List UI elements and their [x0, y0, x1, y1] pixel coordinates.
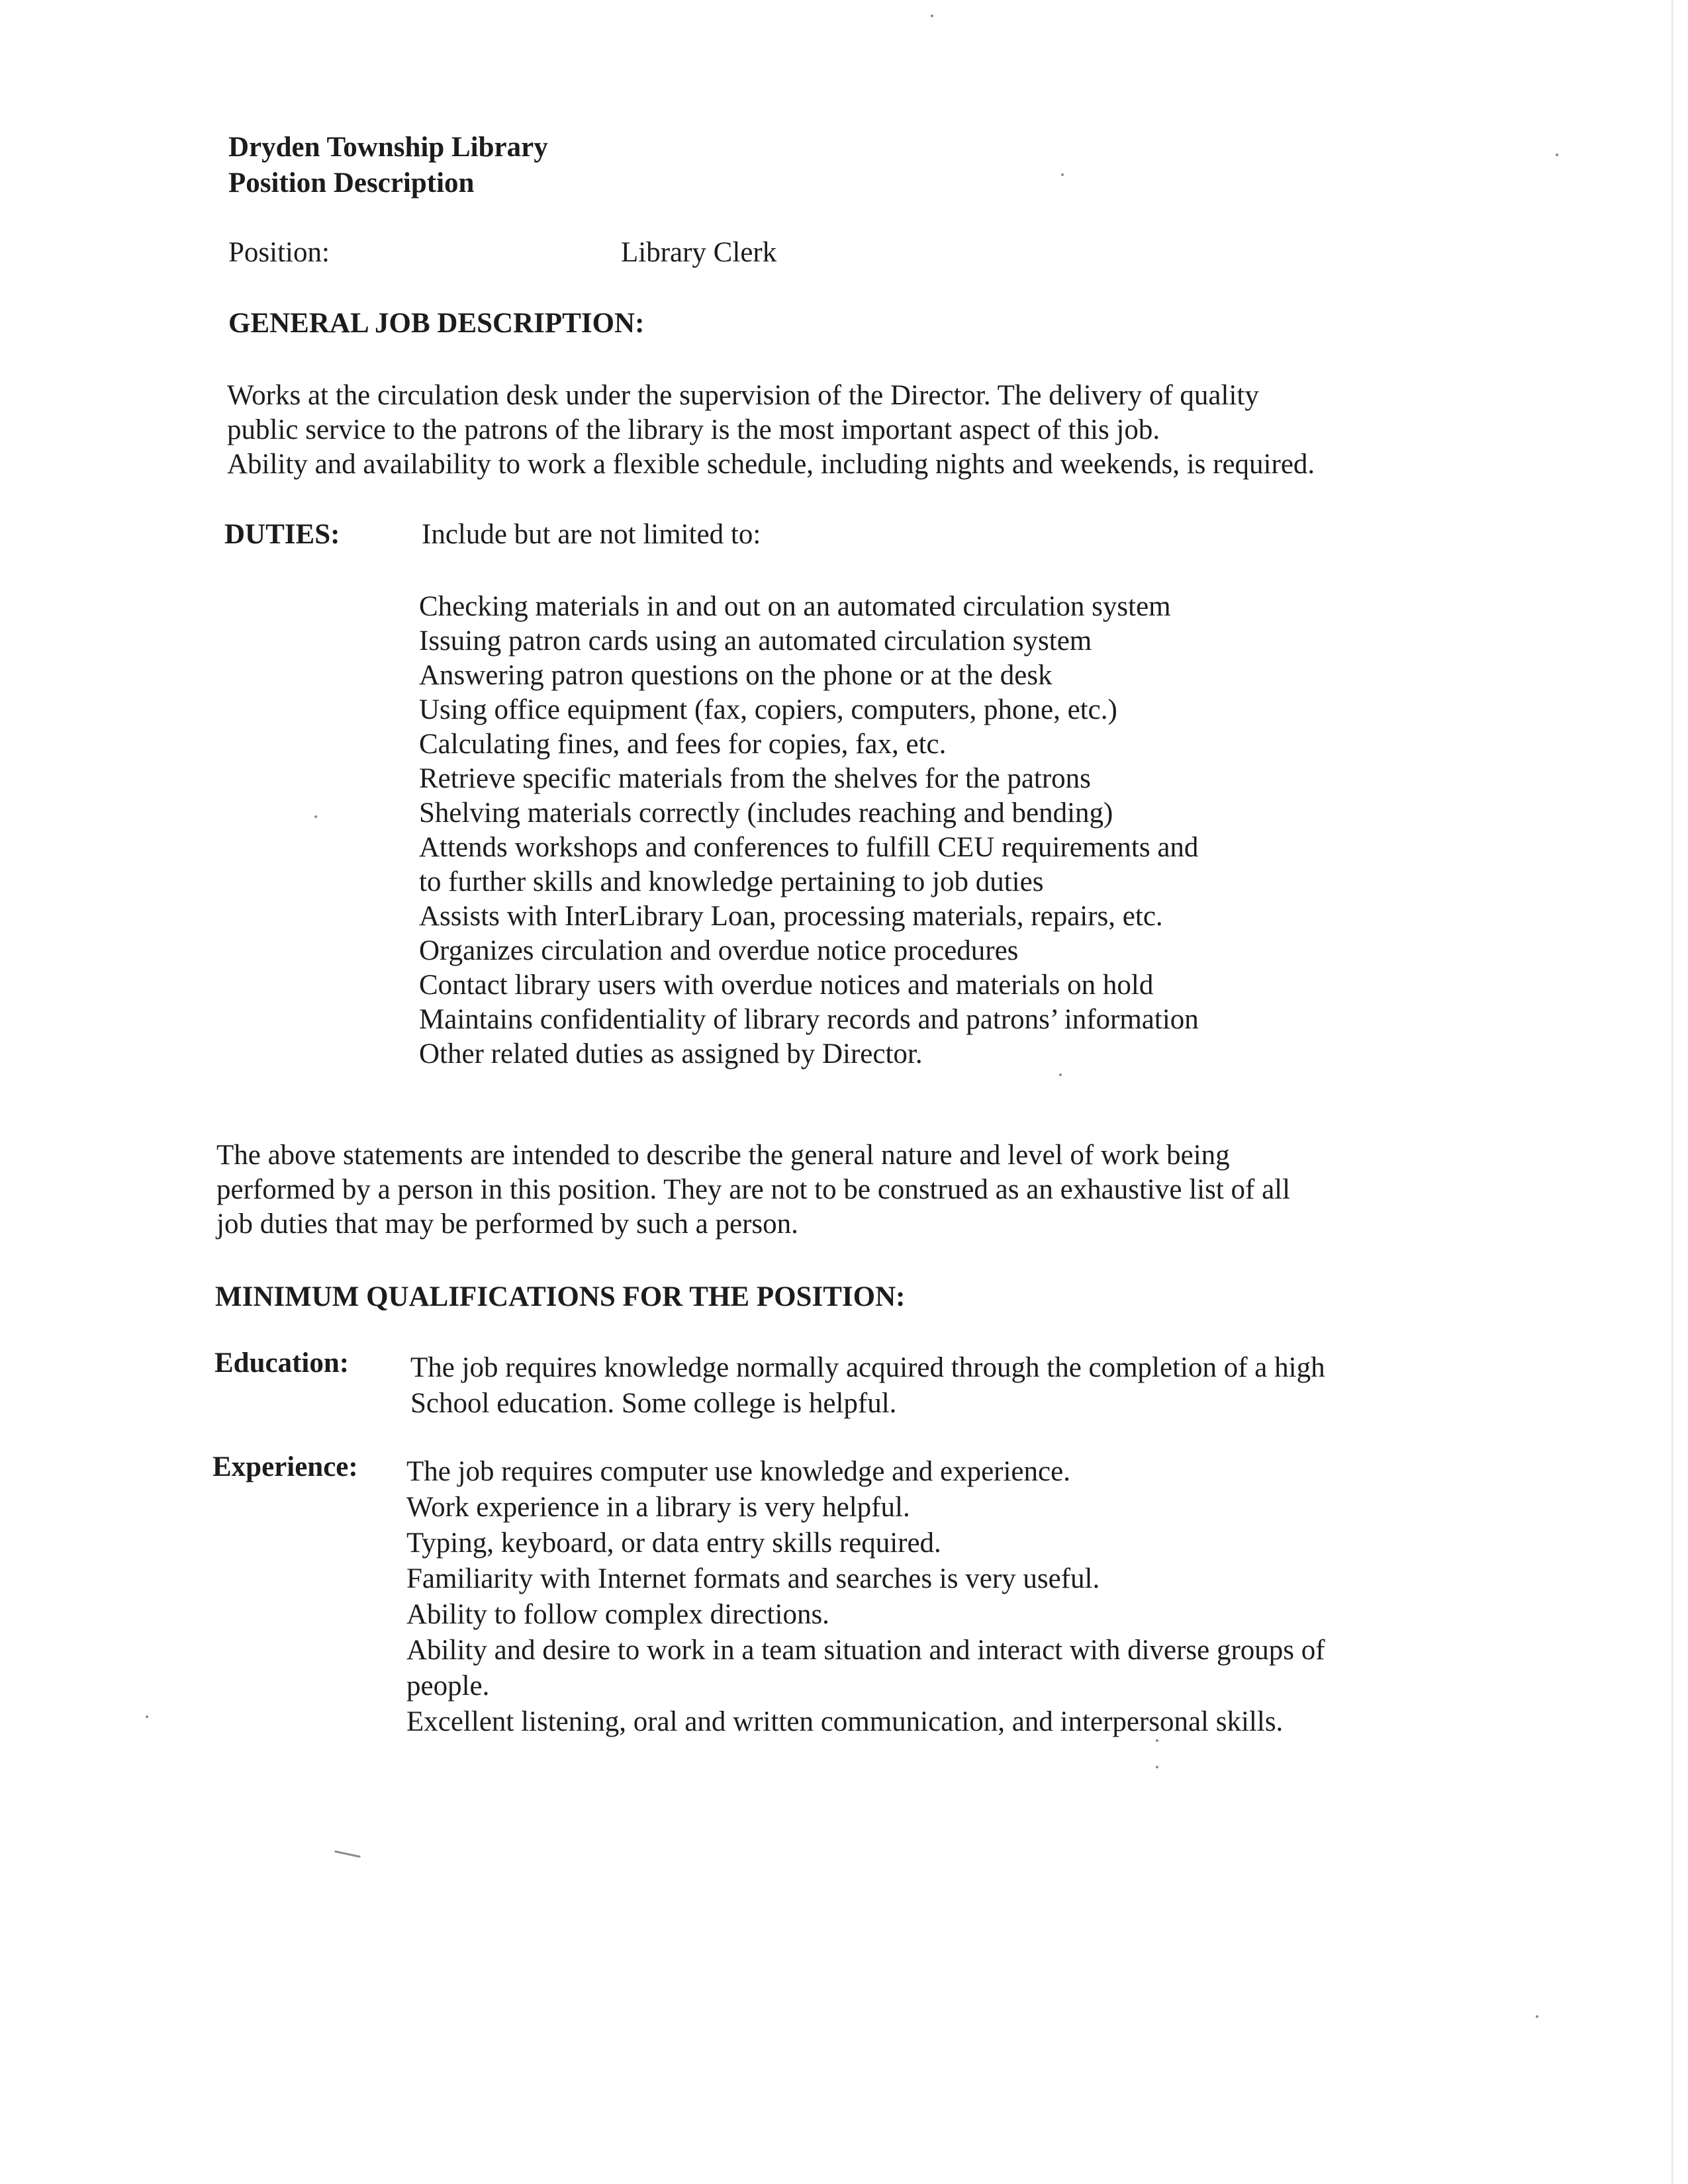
paragraph-line: The above statements are intended to describe the general nature and level of work being	[216, 1140, 1230, 1171]
paragraph-line: job duties that may be performed by such a person.	[216, 1208, 798, 1240]
duty-item: Attends workshops and conferences to fulfill CEU requirements and	[419, 832, 1199, 863]
duty-item: Retrieve specific materials from the shelves for the patrons	[419, 763, 1091, 794]
experience-line: Excellent listening, oral and written communication, and interpersonal skills.	[406, 1706, 1284, 1737]
experience-line: The job requires computer use knowledge and experience.	[406, 1456, 1070, 1487]
scan-speck	[1059, 1073, 1062, 1076]
paragraph-line: Ability and availability to work a flexible schedule, including nights and weekends, is required.	[227, 449, 1315, 480]
document-title: Position Description	[228, 167, 475, 199]
scan-speck	[1061, 173, 1064, 176]
duties-intro: Include but are not limited to:	[422, 519, 761, 550]
paragraph-line: Works at the circulation desk under the supervision of the Director. The delivery of quality	[227, 380, 1259, 411]
paragraph-line: public service to the patrons of the library is the most important aspect of this job.	[227, 414, 1160, 445]
disclaimer-text	[216, 1138, 1290, 1242]
position-label: Position:	[228, 237, 330, 268]
scan-mark	[334, 1850, 361, 1858]
duty-item: Calculating fines, and fees for copies, fax, etc.	[419, 729, 947, 760]
duty-item: Organizes circulation and overdue notice procedures	[419, 935, 1019, 966]
education-label: Education:	[214, 1347, 350, 1379]
duty-item: Issuing patron cards using an automated circulation system	[419, 625, 1092, 657]
scan-speck	[146, 1715, 148, 1718]
experience-line: Typing, keyboard, or data entry skills required.	[406, 1527, 941, 1559]
education-line: School education. Some college is helpful.	[410, 1388, 897, 1419]
scan-speck	[1536, 2015, 1538, 2018]
scan-edge	[1671, 0, 1673, 2184]
scan-speck	[1156, 1766, 1158, 1768]
experience-line: Ability to follow complex directions.	[406, 1599, 829, 1630]
education-line: The job requires knowledge normally acquired through the completion of a high	[410, 1352, 1325, 1383]
duty-item: Assists with InterLibrary Loan, processing materials, repairs, etc.	[419, 901, 1163, 932]
duty-item: Shelving materials correctly (includes reaching and bending)	[419, 797, 1113, 829]
duty-item: Contact library users with overdue notices and materials on hold	[419, 970, 1154, 1001]
duty-item: Other related duties as assigned by Director.	[419, 1038, 923, 1069]
scan-speck	[1156, 1739, 1158, 1742]
scan-speck	[1556, 154, 1558, 156]
experience-line: Ability and desire to work in a team situation and interact with diverse groups of	[406, 1635, 1325, 1666]
duties-heading: DUTIES:	[224, 519, 340, 550]
experience-text	[406, 1454, 1325, 1740]
scan-speck	[314, 815, 317, 818]
experience-line: Work experience in a library is very helpful.	[406, 1492, 910, 1523]
duties-list	[419, 590, 1199, 1071]
duty-item: Checking materials in and out on an automated circulation system	[419, 591, 1171, 622]
duty-item: Using office equipment (fax, copiers, computers, phone, etc.)	[419, 694, 1117, 725]
duty-item: to further skills and knowledge pertaining to job duties	[419, 866, 1044, 897]
minimum-qualifications-heading: MINIMUM QUALIFICATIONS FOR THE POSITION:	[215, 1281, 906, 1312]
duty-item: Maintains confidentiality of library records and patrons’ information	[419, 1004, 1199, 1035]
experience-line: Familiarity with Internet formats and searches is very useful.	[406, 1563, 1100, 1594]
general-job-description-text	[227, 379, 1472, 482]
organization-name: Dryden Township Library	[228, 132, 548, 163]
education-text	[410, 1350, 1325, 1422]
general-job-description-heading: GENERAL JOB DESCRIPTION:	[228, 308, 645, 339]
position-value: Library Clerk	[621, 237, 777, 268]
paragraph-line: performed by a person in this position. They are not to be construed as an exhaustive list of all	[216, 1174, 1291, 1205]
document-header	[228, 130, 548, 201]
experience-line: people.	[406, 1670, 490, 1702]
duty-item: Answering patron questions on the phone or at the desk	[419, 660, 1053, 691]
experience-label: Experience:	[212, 1451, 358, 1482]
scan-speck	[931, 15, 933, 17]
